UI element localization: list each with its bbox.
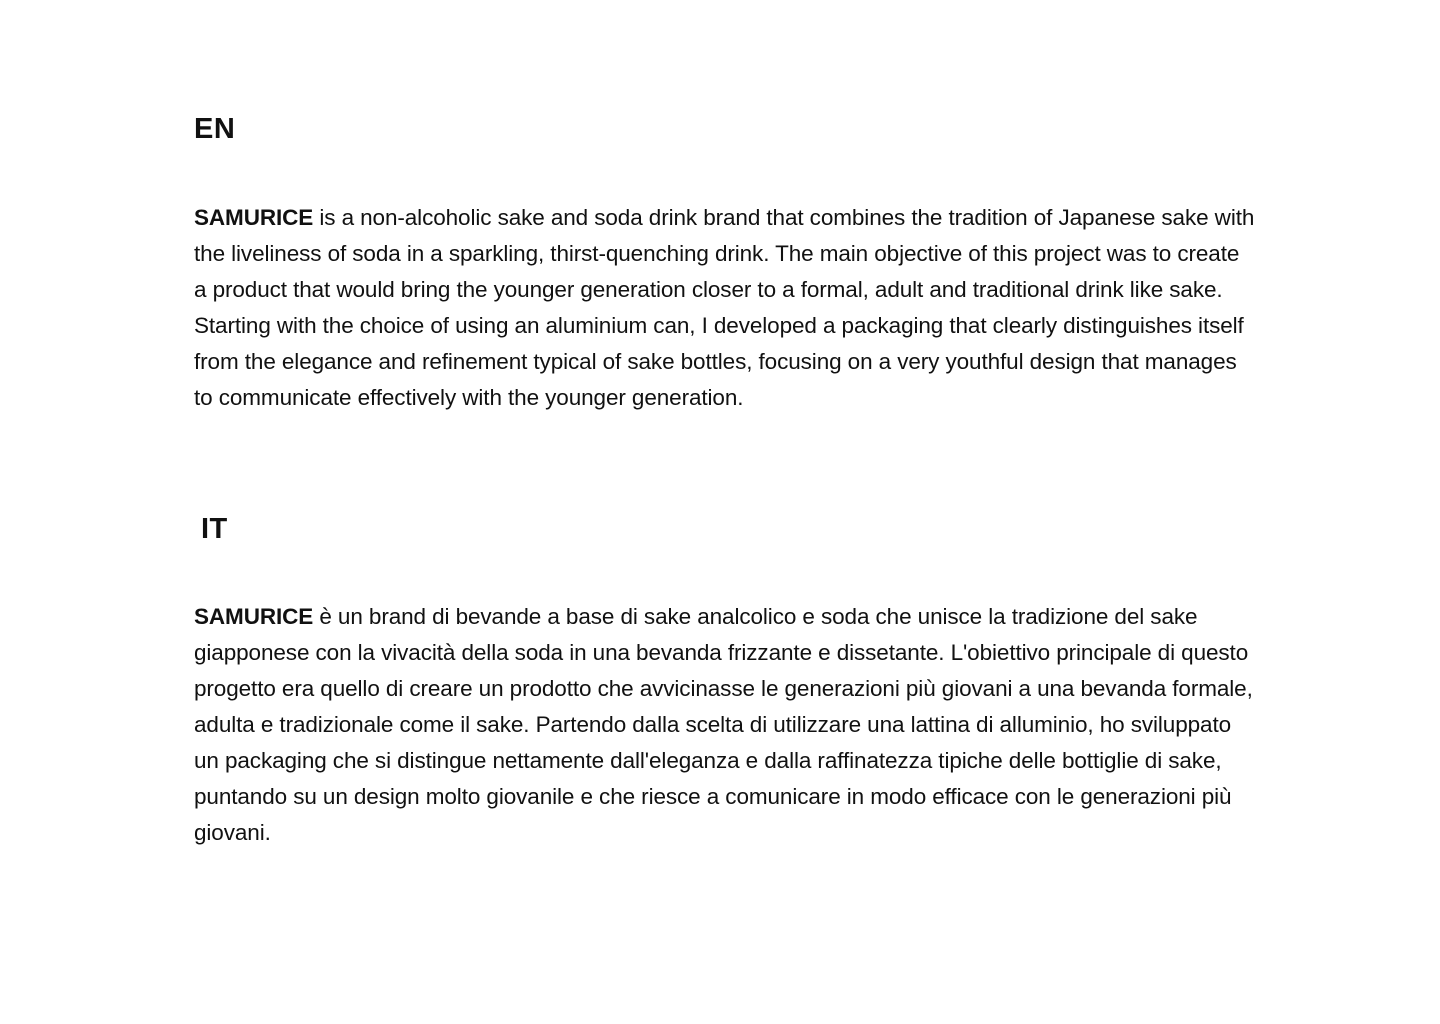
- italian-heading: IT: [201, 513, 228, 545]
- italian-description: [194, 599, 1256, 851]
- italian-description-text: è un brand di bevande a base di sake analcolico e soda che unisce la tradizione del sake giapponese con la vivacità della soda in una bevanda frizzante e dissetante. L'obiettivo principale di questo progetto era quello di creare un prodotto che avvicinasse le generazioni più giovani a una bevanda formale, adulta e tradizionale come il sake. Partendo dalla scelta di utilizzare una lattina di alluminio, ho sviluppato un packaging che si distingue nettamente dall'eleganza e dalla raffinatezza tipiche delle bottiglie di sake, puntando su un design molto giovanile e che riesce a comunicare in modo efficace con le generazioni più giovani.: [194, 604, 1253, 845]
- english-description: [194, 200, 1256, 416]
- english-heading: EN: [194, 113, 236, 145]
- english-brand-name: SAMURICE: [194, 205, 314, 230]
- english-description-text: is a non-alcoholic sake and soda drink brand that combines the tradition of Japanese sake with the liveliness of soda in a sparkling, thirst-quenching drink. The main objective of this project was to create a product that would bring the younger generation closer to a formal, adult and traditional drink like sake. Starting with the choice of using an aluminium can, I developed a packaging that clearly distinguishes itself from the elegance and refinement typical of sake bottles, focusing on a very youthful design that manages to communicate effectively with the younger generation.: [194, 205, 1255, 410]
- italian-brand-name: SAMURICE: [194, 604, 314, 629]
